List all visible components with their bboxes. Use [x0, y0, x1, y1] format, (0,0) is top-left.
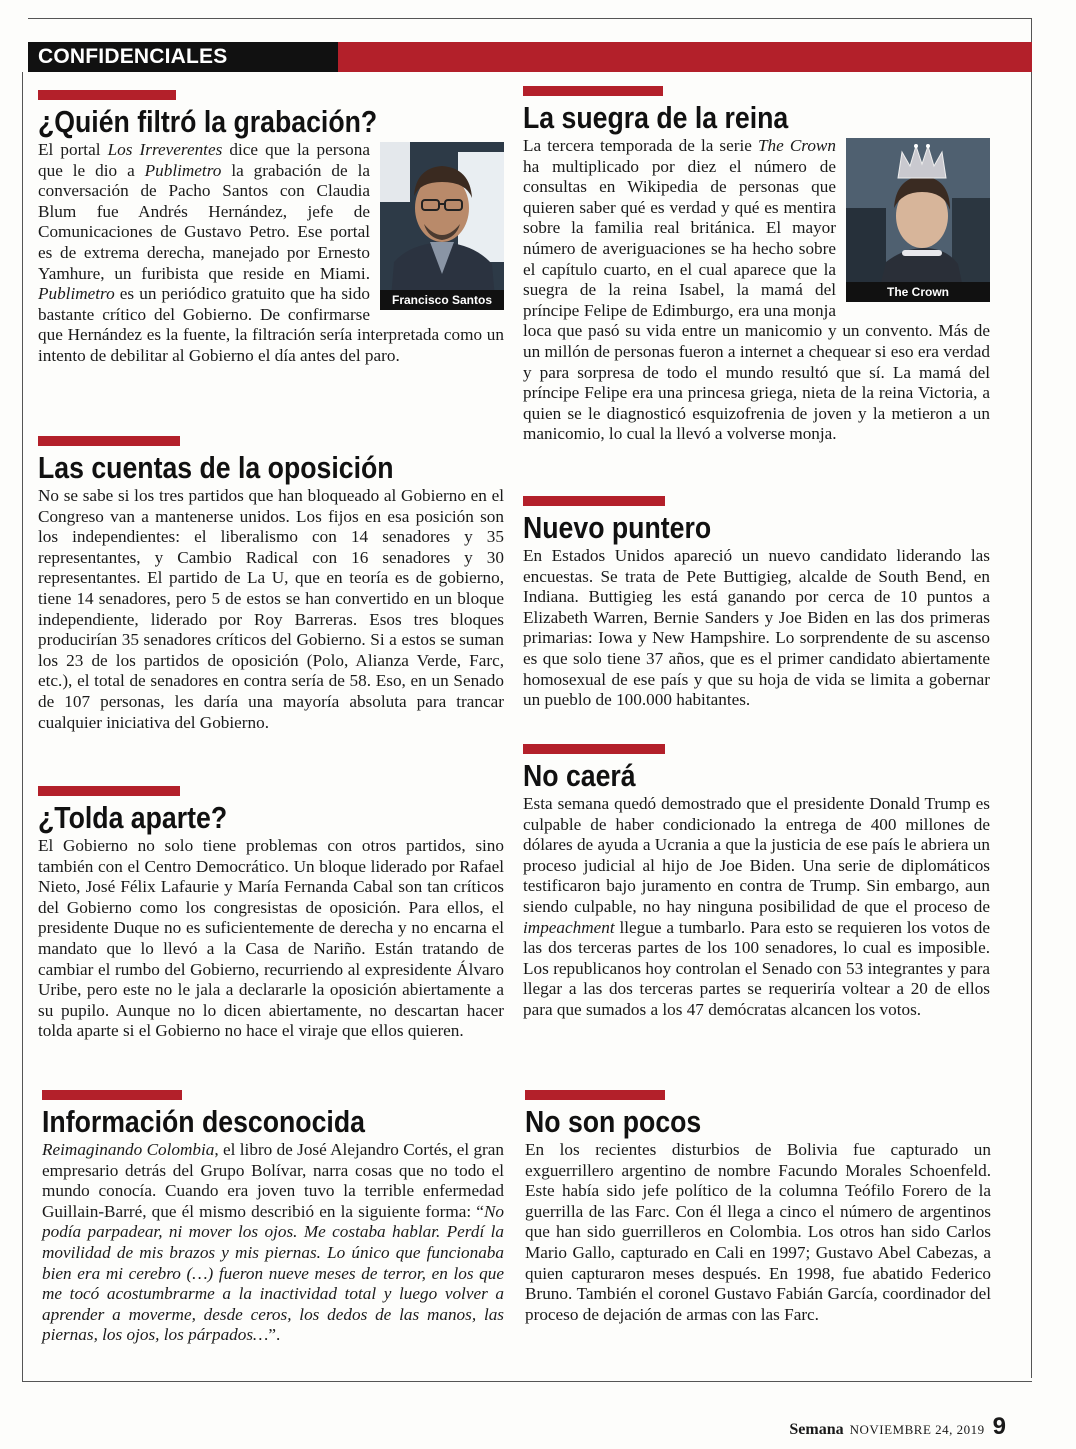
page-footer: [789, 1413, 1006, 1441]
article-text: En los recientes disturbios de Bolivia fue capturado un exguerrillero argentino de nombre Facundo Morales Schoenfeld. Este había sido jefe político de la columna Teófilo Forero de la guerrilla de las Farc. Con él llega a cinco el número de argentinos que han sido guerrilleros en Colombia. Los otros han sido Carlos Mario Gallo, capturado en Cali en 1997; Gustavo Abel Cabezas, a quien capturaron meses después. En 1998, fue abatido Federico Bruno. También el coronel Gustavo Fabián García, coordinador del proceso de dejación de armas con las Farc.: [525, 1140, 991, 1324]
article-quien-filtro: [38, 90, 504, 367]
headline-bar: [38, 786, 180, 796]
article-title: Información desconocida: [42, 1104, 365, 1139]
photo-caption: Francisco Santos: [380, 290, 504, 310]
article-title: La suegra de la reina: [523, 100, 789, 135]
headline-bar: [523, 744, 665, 754]
article-title: No caerá: [523, 758, 636, 793]
article-no-son-pocos: [525, 1090, 991, 1325]
left-rule: [22, 72, 23, 1382]
photo-the-crown: [846, 138, 990, 302]
bottom-rule: [22, 1381, 1032, 1382]
magazine-name: Semana: [789, 1421, 844, 1438]
article-text: La tercera temporada de la serie The Crown ha multiplicado por diez el número de consultas en Wikipedia de personas que quieren saber qué es verdad y qué es mentira sobre la familia real británica. El mayor número de averiguaciones se ha hecho sobre el capítulo cuarto, en el cual aparece que la suegra de la reina Isabel, la mamá del príncipe Felipe de Edimburgo, era una monja loca que pasó su vida entre un manicomio y un convento. Más de un millón de personas fueron a internet a chequear si eso era verdad y para sorpresa de todo el mundo resultó que sí. La mamá del príncipe Felipe era una princesa griega, nieta de la reina Victoria, a quien se le diagnosticó esquizofrenia de joven y la metieron a un manicomio, lo cual la llevó a volverse monja.: [523, 136, 990, 444]
article-body: [523, 136, 990, 445]
section-banner: [28, 42, 1032, 72]
headline-bar: [38, 436, 180, 446]
article-body: [38, 836, 504, 1042]
article-body: [38, 486, 504, 733]
photo-francisco-santos: [380, 142, 504, 310]
article-nuevo-puntero: [523, 496, 990, 711]
right-rule: [1031, 18, 1032, 1378]
article-body: [42, 1140, 504, 1346]
article-title: ¿Tolda aparte?: [38, 800, 228, 835]
article-title: No son pocos: [525, 1104, 702, 1139]
article-title: Nuevo puntero: [523, 510, 712, 545]
top-rule: [28, 18, 1032, 19]
the-crown-image: [846, 138, 990, 302]
headline-bar: [42, 1090, 182, 1100]
article-body: [38, 140, 504, 367]
portrait-image: [380, 142, 504, 310]
article-tolda-aparte: [38, 786, 504, 1042]
article-no-caera: [523, 744, 990, 1021]
article-text: El portal Los Irreverentes dice que la persona que le dio a Publimetro la grabación de la conversación de Pacho Santos con Claudia Blum fue Andrés Hernández, jefe de Comunicaciones de Gustavo Petro. Ese portal es de extrema derecha, manejado por Ernesto Yamhure, un furibista que reside en Miami. Publimetro es un periódico gratuito que ha sido bastante crítico del Gobierno. De confirmarse que Hernández es la fuente, la filtración sería interpretada como un intento de debilitar al Gobierno el día antes del paro.: [38, 140, 504, 365]
article-informacion-desconocida: [42, 1090, 504, 1346]
article-title: Las cuentas de la oposición: [38, 450, 394, 485]
photo-caption: The Crown: [846, 282, 990, 302]
article-body: [523, 794, 990, 1021]
article-cuentas-oposicion: [38, 436, 504, 733]
headline-bar: [525, 1090, 665, 1100]
headline-bar: [38, 90, 176, 100]
article-body: [525, 1140, 991, 1325]
issue-date: NOVIEMBRE 24, 2019: [849, 1422, 985, 1437]
article-text: No se sabe si los tres partidos que han bloqueado al Gobierno en el Congreso van a mantenerse unidos. Los fijos en esa posición son los independientes: el liberalismo con 14 senadores y 35 representantes, y Cambio Radical con 16 senadores y 30 representantes. El partido de La U, que en teoría es de gobierno, tiene 14 senadores, pero 5 de estos se han convertido en un bloque independiente, liderado por Roy Barreras. Esos tres bloques producirían 35 senadores críticos del Gobierno. Si a estos se suman los 23 de los partidos de oposición (Polo, Alianza Verde, Farc, etc.), el total de senadores en contra sería de 58. Eso, en un Senado de 107 personas, les daría una mayoría absoluta para trancar cualquier iniciativa del Gobierno.: [38, 486, 504, 732]
article-title: ¿Quién filtró la grabación?: [38, 104, 378, 139]
section-title: CONFIDENCIALES: [28, 42, 338, 72]
article-text: En Estados Unidos apareció un nuevo candidato liderando las encuestas. Se trata de Pete Buttigieg, alcalde de South Bend, en Indiana. Buttigieg les está ganando por cerca de 10 puntos a Elizabeth Warren, Bernie Sanders y Joe Biden en las dos primeras primarias: Iowa y New Hampshire. Lo sorprendente de su ascenso es que solo tiene 37 años, que es el primer candidato abiertamente homosexual de ese país y que su hoja de vida se limita a gobernar un pueblo de 100.000 habitantes.: [523, 546, 990, 710]
article-text: El Gobierno no solo tiene problemas con otros partidos, sino también con el Centro Democrático. Un bloque liderado por Rafael Nieto, José Félix Lafaurie y María Fernanda Cabal son tan críticos del Gobierno como los congresistas de oposición. Para ellos, el presidente Duque no es suficientemente de derecha y no encarna el mandato que lo llevó a la Casa de Nariño. Están tratando de cambiar el rumbo del Gobierno, recurriendo al expresidente Álvaro Uribe, pero este no le jala a declararle la oposición abiertamente a su pupilo. Aunque no lo dicen abiertamente, no descartan hacer tolda aparte si el Gobierno no hace el viraje que ellos quieren.: [38, 836, 504, 1041]
article-suegra-reina: [523, 86, 990, 445]
article-text: Esta semana quedó demostrado que el presidente Donald Trump es culpable de haber condicionado la entrega de 400 millones de dólares de ayuda a Ucrania a que la justicia de ese país le abriera un proceso judicial al hijo de Joe Biden. Una serie de diplomáticos testificaron bajo juramento en contra de Trump. Sin embargo, aun siendo culpable, no hay ninguna posibilidad de que el proceso de impeachment llegue a tumbarlo. Para esto se requieren los votos de las dos terceras partes de los 100 senadores, lo cual es imposible. Los republicanos hoy controlan el Senado con 53 integrantes y para llegar a las dos terceras partes se requeriría voltear a 20 de ellos para que sumados a los 47 demócratas alcancen los votos.: [523, 794, 990, 1019]
article-body: [523, 546, 990, 711]
headline-bar: [523, 496, 665, 506]
page-number: 9: [992, 1413, 1006, 1440]
article-text: Reimaginando Colombia, el libro de José Alejandro Cortés, el gran empresario detrás del Grupo Bolívar, narra cosas que no todo el mundo conocía. Cuando era joven tuvo la terrible enfermedad Guillain-Barré, que él mismo describió en la siguiente forma: “No podía parpadear, ni mover los ojos. Me costaba hablar. Perdí la movilidad de mis brazos y mis piernas. Lo único que funcionaba bien era mi cerebro (…) fueron nueve meses de terror, en los que me tocó acostumbrarme a la inactividad total y luego volver a aprender a moverme, desde ceros, los dedos de las manos, las piernas, los ojos, los párpados…”.: [42, 1140, 504, 1345]
headline-bar: [523, 86, 663, 96]
